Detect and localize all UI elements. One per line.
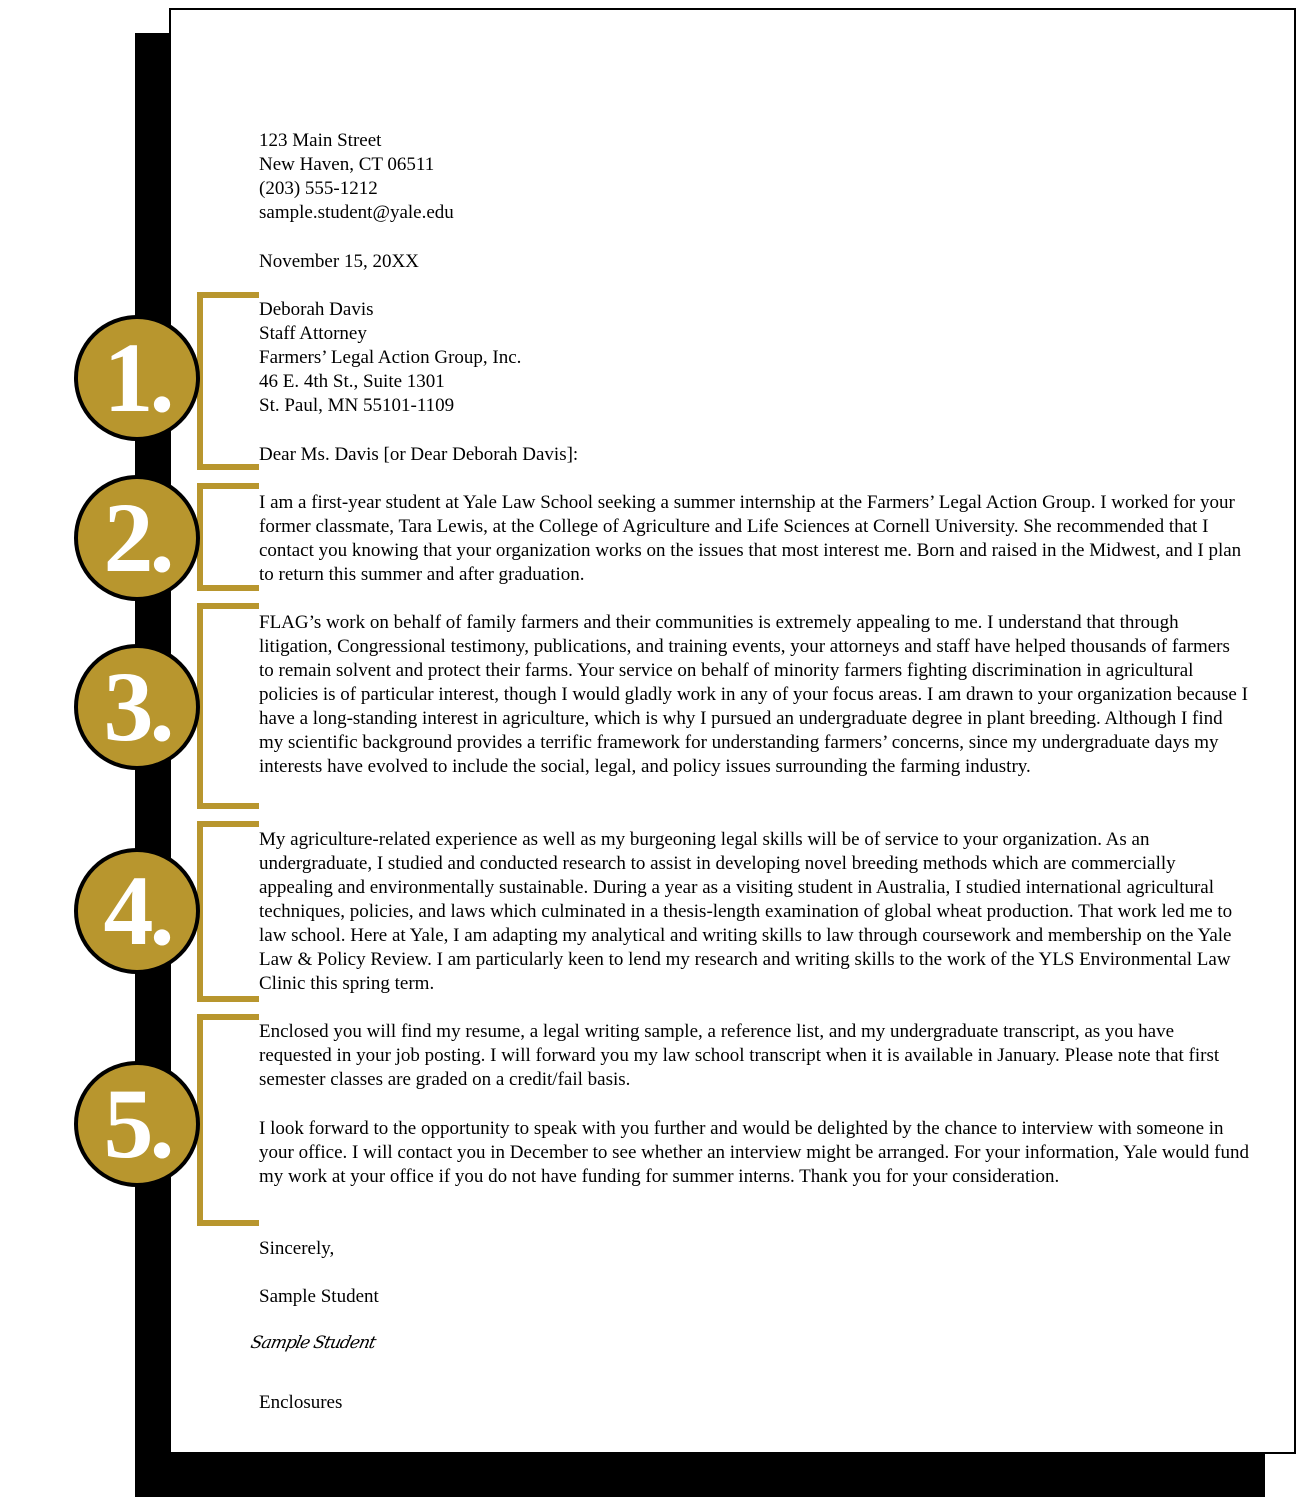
sender-city: New Haven, CT 06511 — [259, 154, 435, 175]
sender-street: 123 Main Street — [259, 130, 382, 151]
section-marker-5 — [74, 1061, 200, 1187]
section-marker-label: 3. — [103, 651, 171, 762]
letter-date: November 15, 20XX — [259, 251, 419, 272]
enclosures-note: Enclosures — [259, 1392, 343, 1413]
section-bracket-3 — [197, 603, 259, 809]
recipient-address-line2: St. Paul, MN 55101-1109 — [259, 395, 455, 416]
section-marker-1 — [74, 315, 200, 441]
section-bracket-4 — [197, 821, 259, 1002]
section-marker-2 — [74, 475, 200, 601]
recipient-title: Staff Attorney — [259, 323, 367, 344]
section-marker-label: 1. — [103, 322, 171, 433]
recipient-name: Deborah Davis — [259, 299, 374, 320]
section-bracket-5 — [197, 1014, 259, 1226]
section-bracket-1 — [197, 292, 259, 470]
section-marker-label: 4. — [103, 855, 171, 966]
paragraph-introduction: I am a first-year student at Yale Law School seeking a summer internship at the Farmers’ Legal Action Group. I worked for your former classmate, Tara Lewis, at the College of Agriculture and Life Sciences at Cornell University. She recommended that I contact you knowing that your organization works on the issues that most interest me. Born and raised in the Midwest, and I plan to return this summer and after graduation. — [259, 492, 1242, 585]
section-marker-4 — [74, 848, 200, 974]
recipient-address-line1: 46 E. 4th St., Suite 1301 — [259, 371, 445, 392]
section-bracket-2 — [197, 483, 259, 591]
section-marker-label: 5. — [103, 1068, 171, 1179]
sender-phone: (203) 555-1212 — [259, 178, 378, 199]
paragraph-qualifications: My agriculture-related experience as well as my burgeoning legal skills will be of service to your organization. As an undergraduate, I studied and conducted research to assist in developing novel breeding methods which are commercially appealing and environmentally sustainable. During a year as a visiting student in Australia, I studied international agricultural techniques, policies, and laws which culminated in a thesis-length examination of global wheat production. That work led me to law school. Here at Yale, I am adapting my analytical and writing skills to law through coursework and membership on the Yale Law & Policy Review. I am particularly keen to lend my research and writing skills to the work of the YLS Environmental Law Clinic this spring term. — [259, 829, 1233, 994]
paragraph-enclosures: Enclosed you will find my resume, a legal writing sample, a reference list, and my undergraduate transcript, as you have requested in your job posting. I will forward you my law school transcript when it is available in January. Please note that first semester classes are graded on a credit/fail basis. — [259, 1021, 1220, 1090]
section-marker-3 — [74, 644, 200, 770]
paragraph-interest: FLAG’s work on behalf of family farmers and their communities is extremely appealing to me. I understand that through litigation, Congressional testimony, publications, and training events, your attorneys and staff have helped thousands of farmers to remain solvent and protect their farms. Your service on behalf of minority farmers fighting discrimination in agricultural policies is of particular interest, though I would gladly work in any of your focus areas. I am drawn to your organization because I have a long-standing interest in agriculture, which is why I pursued an undergraduate degree in plant breeding. Although I find my scientific background provides a terrific framework for understanding farmers’ concerns, since my undergraduate days my interests have evolved to include the social, legal, and policy issues surrounding the farming industry. — [259, 612, 1248, 777]
recipient-organization: Farmers’ Legal Action Group, Inc. — [259, 347, 522, 368]
closing: Sincerely, — [259, 1238, 335, 1259]
salutation: Dear Ms. Davis [or Dear Deborah Davis]: — [259, 444, 579, 465]
paragraph-closing: I look forward to the opportunity to speak with you further and would be delighted by the chance to interview with someone in your office. I will contact you in December to see whether an interview might be arranged. For your information, Yale would fund my work at your office if you do not have funding for summer interns. Thank you for your consideration. — [259, 1118, 1250, 1187]
signature: Sample Student — [248, 1333, 377, 1353]
sender-email: sample.student@yale.edu — [259, 202, 454, 223]
signer-name: Sample Student — [259, 1286, 379, 1307]
section-marker-label: 2. — [103, 482, 171, 593]
